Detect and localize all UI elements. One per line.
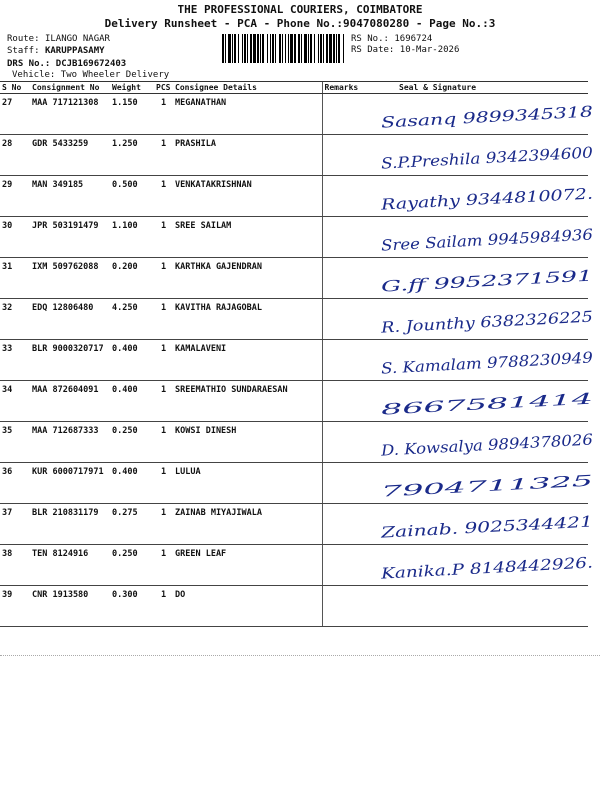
cell-consignment: MAA 712687333 [30, 422, 110, 463]
cell-sno: 38 [0, 545, 30, 586]
cell-weight: 1.250 [110, 135, 154, 176]
table-row [0, 299, 588, 340]
cell-consignee: ZAINAB MIYAJIWALA [173, 504, 322, 545]
signature-image [375, 260, 600, 302]
col-remarks: Remarks [322, 82, 373, 94]
table-row [0, 586, 588, 627]
cell-pcs: 1 [154, 94, 173, 135]
table-row [0, 381, 588, 422]
table-row [0, 463, 588, 504]
cell-signature [373, 504, 588, 545]
cell-remarks [322, 504, 373, 545]
cell-consignee: KOWSI DINESH [173, 422, 322, 463]
cell-consignee: VENKATAKRISHNAN [173, 176, 322, 217]
signature-image [375, 588, 600, 630]
rs-no-value: 1696724 [394, 34, 433, 44]
cell-sno: 29 [0, 176, 30, 217]
vehicle-value: Two Wheeler Delivery [60, 70, 170, 80]
drs-label: DRS No.: [7, 59, 51, 69]
cell-weight: 1.100 [110, 217, 154, 258]
staff-label: Staff: [7, 46, 40, 56]
cell-sno: 35 [0, 422, 30, 463]
cell-consignee: LULUA [173, 463, 322, 504]
col-consignment: Consignment No [30, 82, 110, 94]
cell-weight: 0.250 [110, 422, 154, 463]
signature-text: G.ff 9952371591 [380, 270, 509, 296]
signature-image [375, 547, 600, 589]
rs-date-value: 10-Mar-2026 [399, 45, 460, 55]
signature-text: Kanika.P 8148442926. [380, 555, 554, 583]
route-line [7, 34, 110, 45]
cell-remarks [322, 94, 373, 135]
runsheet-table [0, 81, 588, 627]
cell-remarks [322, 299, 373, 340]
cell-remarks [322, 217, 373, 258]
cell-remarks [322, 258, 373, 299]
signature-text: S.P.Preshila 9342394600 [380, 144, 570, 173]
cell-pcs: 1 [154, 258, 173, 299]
cell-sno: 27 [0, 94, 30, 135]
cell-consignment: JPR 503191479 [30, 217, 110, 258]
cell-consignment: GDR 5433259 [30, 135, 110, 176]
cell-sno: 39 [0, 586, 30, 627]
cell-weight: 0.275 [110, 504, 154, 545]
cell-weight: 0.400 [110, 463, 154, 504]
signature-image [375, 219, 600, 261]
vehicle-line [12, 70, 169, 81]
page-header [0, 3, 600, 31]
cell-weight: 0.400 [110, 340, 154, 381]
cell-signature [373, 340, 588, 381]
cell-consignment: KUR 6000717971 [30, 463, 110, 504]
signature-text: R. Jounthy 6382326225 [380, 309, 561, 337]
signature-text: Rayathy 9344810072. [380, 186, 549, 214]
signature-image [375, 506, 600, 548]
cell-signature [373, 135, 588, 176]
drs-line [7, 59, 126, 70]
cell-pcs: 1 [154, 340, 173, 381]
staff-value: KARUPPASAMY [44, 46, 105, 56]
cell-consignee: SREE SAILAM [173, 217, 322, 258]
page-footer-line [0, 655, 600, 656]
signature-image [375, 96, 600, 138]
route-value: ILANGO NAGAR [44, 34, 110, 44]
cell-pcs: 1 [154, 381, 173, 422]
table-row [0, 217, 588, 258]
cell-consignment: CNR 1913580 [30, 586, 110, 627]
route-label: Route: [7, 34, 40, 44]
cell-signature [373, 381, 588, 422]
cell-consignee: MEGANATHAN [173, 94, 322, 135]
signature-text: S. Kamalam 9788230949 [380, 349, 573, 378]
cell-sno: 31 [0, 258, 30, 299]
cell-signature [373, 545, 588, 586]
cell-consignee: GREEN LEAF [173, 545, 322, 586]
cell-pcs: 1 [154, 217, 173, 258]
cell-remarks [322, 422, 373, 463]
signature-image [375, 424, 600, 466]
cell-signature [373, 299, 588, 340]
cell-consignment: BLR 9000320717 [30, 340, 110, 381]
cell-weight: 0.300 [110, 586, 154, 627]
signature-text: D. Kowsalya 9894378026 [380, 431, 575, 460]
table-row [0, 176, 588, 217]
table-header-row [0, 82, 588, 94]
cell-consignment: BLR 210831179 [30, 504, 110, 545]
cell-consignment: TEN 8124916 [30, 545, 110, 586]
table-row [0, 135, 588, 176]
cell-signature [373, 217, 588, 258]
cell-consignee: KAVITHA RAJAGOBAL [173, 299, 322, 340]
cell-consignee: SREEMATHIO SUNDARAESAN [173, 381, 322, 422]
cell-consignment: MAA 872604091 [30, 381, 110, 422]
table-row [0, 340, 588, 381]
rs-no-label: RS No.: [351, 34, 389, 44]
cell-sno: 37 [0, 504, 30, 545]
cell-pcs: 1 [154, 422, 173, 463]
cell-pcs: 1 [154, 545, 173, 586]
rs-date-label: RS Date: [351, 45, 395, 55]
cell-sno: 34 [0, 381, 30, 422]
cell-consignment: MAA 717121308 [30, 94, 110, 135]
cell-signature [373, 586, 588, 627]
cell-pcs: 1 [154, 586, 173, 627]
cell-signature [373, 176, 588, 217]
cell-consignee: DO [173, 586, 322, 627]
col-seal: Seal & Signature [373, 82, 588, 94]
cell-sno: 32 [0, 299, 30, 340]
cell-weight: 0.500 [110, 176, 154, 217]
cell-pcs: 1 [154, 135, 173, 176]
signature-text: Zainab. 9025344421 [380, 515, 539, 542]
cell-signature [373, 258, 588, 299]
cell-consignment: EDQ 12806480 [30, 299, 110, 340]
cell-remarks [322, 545, 373, 586]
col-pcs: PCS [154, 82, 173, 94]
barcode-image [222, 34, 346, 63]
cell-weight: 0.200 [110, 258, 154, 299]
cell-weight: 0.400 [110, 381, 154, 422]
cell-weight: 4.250 [110, 299, 154, 340]
runsheet-title: Delivery Runsheet - PCA - Phone No.:9047080280 - Page No.:3 [104, 17, 496, 30]
signature-text: Sree Sailam 9945984936 [380, 226, 574, 255]
rs-no-line [351, 34, 432, 45]
col-consignee: Consignee Details [173, 82, 322, 94]
signature-image [375, 178, 600, 220]
signature-text: Sasanq 9899345318 [380, 105, 537, 132]
cell-pcs: 1 [154, 299, 173, 340]
cell-pcs: 1 [154, 463, 173, 504]
table-row [0, 422, 588, 463]
cell-signature [373, 94, 588, 135]
signature-image [375, 383, 600, 425]
col-weight: Weight [110, 82, 154, 94]
table-row [0, 258, 588, 299]
cell-consignee: KARTHKA GAJENDRAN [173, 258, 322, 299]
cell-remarks [322, 135, 373, 176]
drs-value: DCJB169672403 [55, 59, 127, 69]
signature-text: 7904711325 [380, 477, 477, 501]
cell-consignment: IXM 509762088 [30, 258, 110, 299]
col-sno: S No [0, 82, 30, 94]
cell-consignee: KAMALAVENI [173, 340, 322, 381]
table-row [0, 545, 588, 586]
cell-consignee: PRASHILA [173, 135, 322, 176]
cell-sno: 30 [0, 217, 30, 258]
signature-image [375, 465, 600, 507]
cell-signature [373, 463, 588, 504]
cell-remarks [322, 340, 373, 381]
cell-weight: 1.150 [110, 94, 154, 135]
cell-signature [373, 422, 588, 463]
rs-date-line [351, 45, 459, 56]
cell-remarks [322, 176, 373, 217]
cell-weight: 0.250 [110, 545, 154, 586]
staff-line [7, 46, 105, 57]
company-title: THE PROFESSIONAL COURIERS, COIMBATORE [177, 3, 423, 16]
vehicle-label: Vehicle: [12, 70, 56, 80]
cell-remarks [322, 463, 373, 504]
cell-pcs: 1 [154, 504, 173, 545]
table-row [0, 94, 588, 135]
cell-consignment: MAN 349185 [30, 176, 110, 217]
cell-remarks [322, 586, 373, 627]
cell-sno: 36 [0, 463, 30, 504]
signature-image [375, 137, 600, 179]
signature-text: 8667581414 [380, 395, 477, 419]
cell-sno: 33 [0, 340, 30, 381]
cell-pcs: 1 [154, 176, 173, 217]
signature-image [375, 301, 600, 343]
cell-sno: 28 [0, 135, 30, 176]
cell-remarks [322, 381, 373, 422]
table-row [0, 504, 588, 545]
signature-image [375, 342, 600, 384]
